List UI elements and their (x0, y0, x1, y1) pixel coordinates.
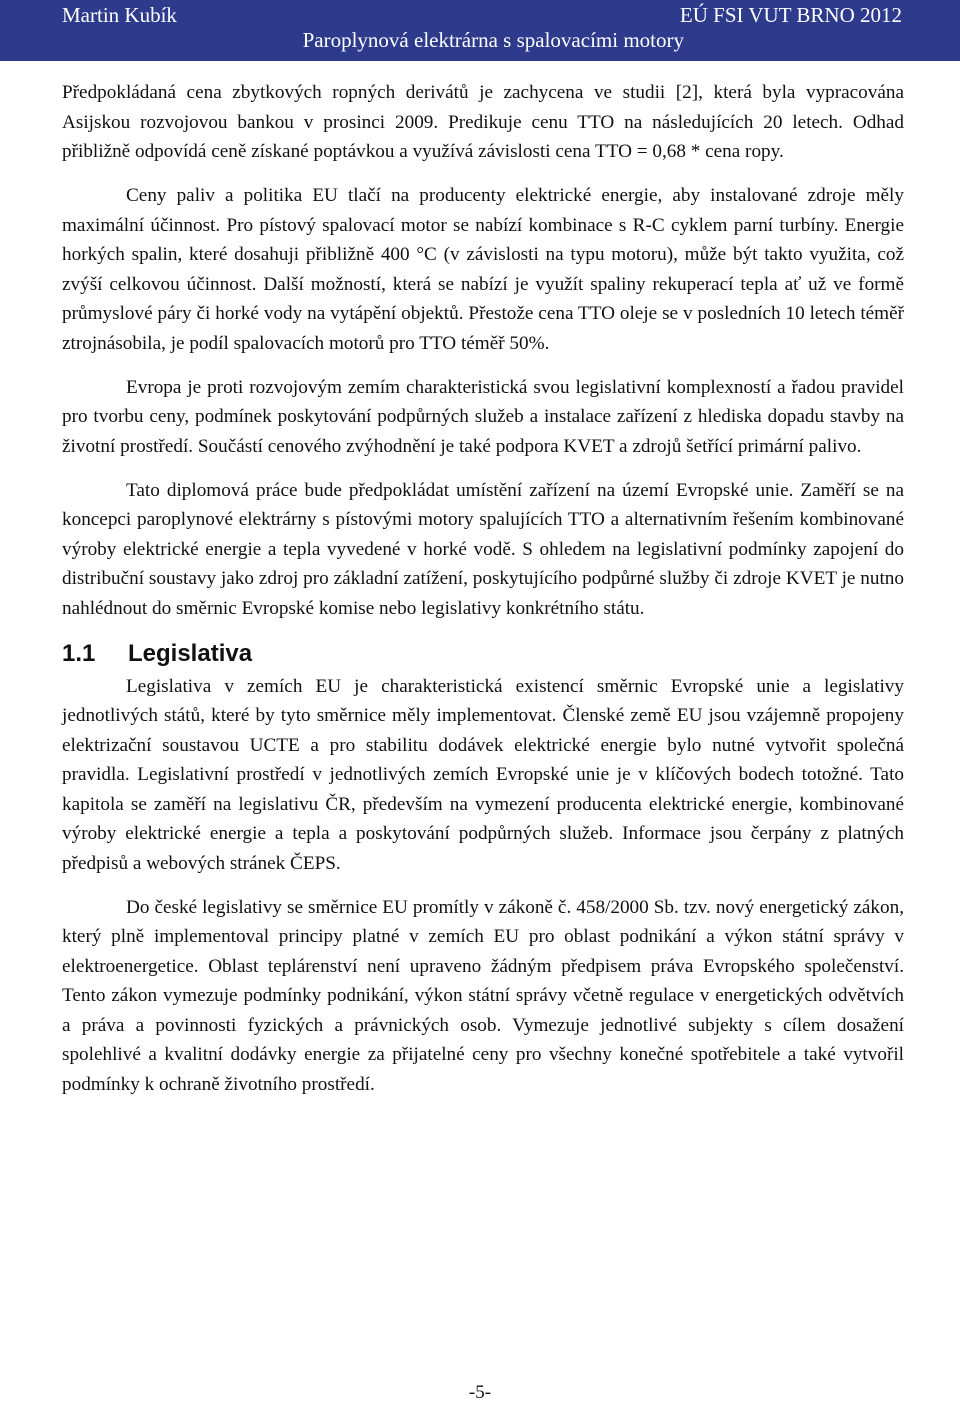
header-title: Paroplynová elektrárna s spalovacími motory (302, 28, 684, 52)
header-author: Martin Kubík (62, 3, 177, 27)
page-number: -5- (468, 1382, 492, 1403)
section-title: Legislativa (128, 639, 253, 667)
section-heading (62, 638, 904, 670)
paragraph: Ceny paliv a politika EU tlačí na producenty elektrické energie, aby instalované zdroje měly maximální účinnost. Pro pístový spalovací motor se nabízí kombinace s R-C cyklem parní turbíny. Energie horkých spalin, které dosahuji přibližně 400 °C (v závislosti na typu motoru), může být takto využita, což zvýší celkovou účinnost. Další možností, která se nabízí je využít spaliny rekuperací tepla ať už ve formě průmyslové páry či horké vody na vytápění objektů. Přestože cena TTO oleje se v posledních 10 letech téměř ztrojnásobila, je podíl spalovacích motorů pro TTO téměř 50%. (62, 185, 904, 354)
paragraph: Do české legislativy se směrnice EU promítly v zákoně č. 458/2000 Sb. tzv. nový energetický zákon, který plně implementoval principy platné v zemích EU pro oblast podnikání a výkon státní správy v elektroenergetice. Oblast teplárenství není upraveno žádným předpisem práva Evropského společenství. Tento zákon vymezuje podmínky podnikání, výkon státní správy včetně regulace v energetických odvětvích a práva a povinnosti fyzických a právnických osob. Vymezuje jednotlivé subjekty s cílem dosažení spolehlivé a kvalitní dodávky energie za přijatelné ceny pro všechny konečné spotřebitele a také vytvořil podmínky k ochraně životního prostředí. (62, 896, 904, 1095)
section-number: 1.1 (62, 639, 96, 667)
paragraph: Evropa je proti rozvojovým zemím charakteristická svou legislativní komplexností a řadou pravidel pro tvorbu ceny, podmínek poskytování podpůrných služeb a instalace zařízení z hlediska dopadu stavby na životní prostředí. Součástí cenového zvýhodnění je také podpora KVET a zdrojů šetřící primární palivo. (62, 376, 904, 457)
page-header (0, 0, 960, 61)
paragraph: Legislativa v zemích EU je charakteristická existencí směrnic Evropské unie a legislativy jednotlivých států, které by tyto směrnice měly implementovat. Členské země EU jsou vzájemně propojeny elektrizační soustavou UCTE a pro stabilitu dodávek elektrické energie bylo nutné vytvořit společná pravidla. Legislativní prostředí v jednotlivých zemích Evropské unie je v klíčových bodech totožné. Tato kapitola se zaměří na legislativu ČR, především na vymezení producenta elektrické energie, kombinované výroby elektrické energie a tepla a poskytování podpůrných služeb. Informace jsou čerpány z platných předpisů a webových stránek ČEPS. (62, 675, 904, 874)
header-institution: EÚ FSI VUT BRNO 2012 (679, 3, 902, 27)
paragraph: Tato diplomová práce bude předpokládat umístění zařízení na území Evropské unie. Zaměří se na koncepci paroplynové elektrárny s pístovými motory spalujících TTO a alternativním řešením kombinované výroby elektrické energie a tepla vyvedené v horké vodě. S ohledem na legislativní podmínky zapojení do distribuční soustavy jako zdroj pro základní zatížení, poskytujícího podpůrné služby či zdroje KVET je nutno nahlédnout do směrnic Evropské komise nebo legislativy konkrétního státu. (62, 479, 904, 619)
paragraph: Předpokládaná cena zbytkových ropných derivátů je zachycena ve studii [2], která byla vypracována Asijskou rozvojovou bankou v prosinci 2009. Predikuje cenu TTO na následujících 20 letech. Odhad přibližně odpovídá ceně získané poptávkou a využívá závislosti cena TTO = 0,68 * cena ropy. (62, 82, 904, 162)
document-body (62, 78, 904, 1114)
